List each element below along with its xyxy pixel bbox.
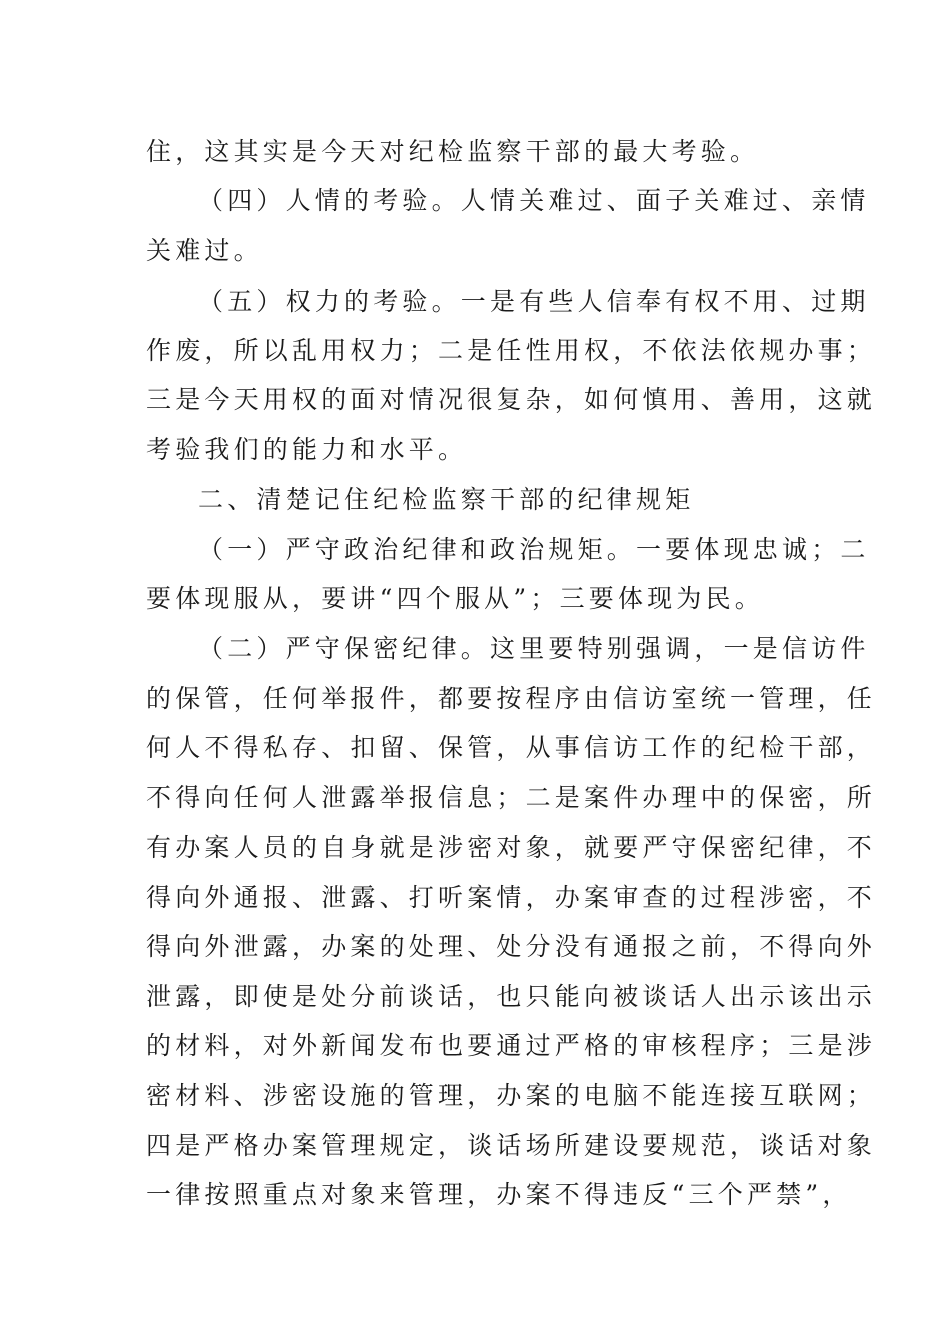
text-line: 得向外通报、泄露、打听案情，办案审查的过程涉密，不 xyxy=(146,883,877,912)
text-line: 考验我们的能力和水平。 xyxy=(146,435,468,464)
text-line: 得向外泄露，办案的处理、处分没有通报之前，不得向外 xyxy=(146,932,877,961)
text-line: （四）人情的考验。人情关难过、面子关难过、亲情 xyxy=(198,186,870,215)
text-line: 有办案人员的自身就是涉密对象，就要严守保密纪律，不 xyxy=(146,833,877,862)
text-line: 一律按照重点对象来管理，办案不得违反“三个严禁”， xyxy=(146,1180,852,1209)
text-line: （二）严守保密纪律。这里要特别强调，一是信访件 xyxy=(198,634,870,663)
text-line: 的材料，对外新闻发布也要通过严格的审核程序；三是涉 xyxy=(146,1031,877,1060)
text-line: 关难过。 xyxy=(146,236,263,265)
text-line: （一）严守政治纪律和政治规矩。一要体现忠诚；二 xyxy=(198,535,870,564)
text-line: 密材料、涉密设施的管理，办案的电脑不能连接互联网； xyxy=(146,1081,877,1110)
text-line: 住，这其实是今天对纪检监察干部的最大考验。 xyxy=(146,137,760,166)
text-line: 泄露，即使是处分前谈话，也只能向被谈话人出示该出示 xyxy=(146,982,877,1011)
text-line: 作废，所以乱用权力；二是任性用权，不依法依规办事； xyxy=(146,336,877,365)
text-line: 三是今天用权的面对情况很复杂，如何慎用、善用，这就 xyxy=(146,385,877,414)
text-line: 何人不得私存、扣留、保管，从事信访工作的纪检干部， xyxy=(146,733,877,762)
text-line: 四是严格办案管理规定，谈话场所建设要规范，谈话对象 xyxy=(146,1131,877,1160)
text-line: 要体现服从，要讲“四个服从”；三要体现为民。 xyxy=(146,584,764,613)
text-line: 不得向任何人泄露举报信息；二是案件办理中的保密，所 xyxy=(146,783,877,812)
section-heading: 二、清楚记住纪检监察干部的纪律规矩 xyxy=(198,485,695,514)
text-line: （五）权力的考验。一是有些人信奉有权不用、过期 xyxy=(198,287,870,316)
text-line: 的保管，任何举报件，都要按程序由信访室统一管理，任 xyxy=(146,684,877,713)
